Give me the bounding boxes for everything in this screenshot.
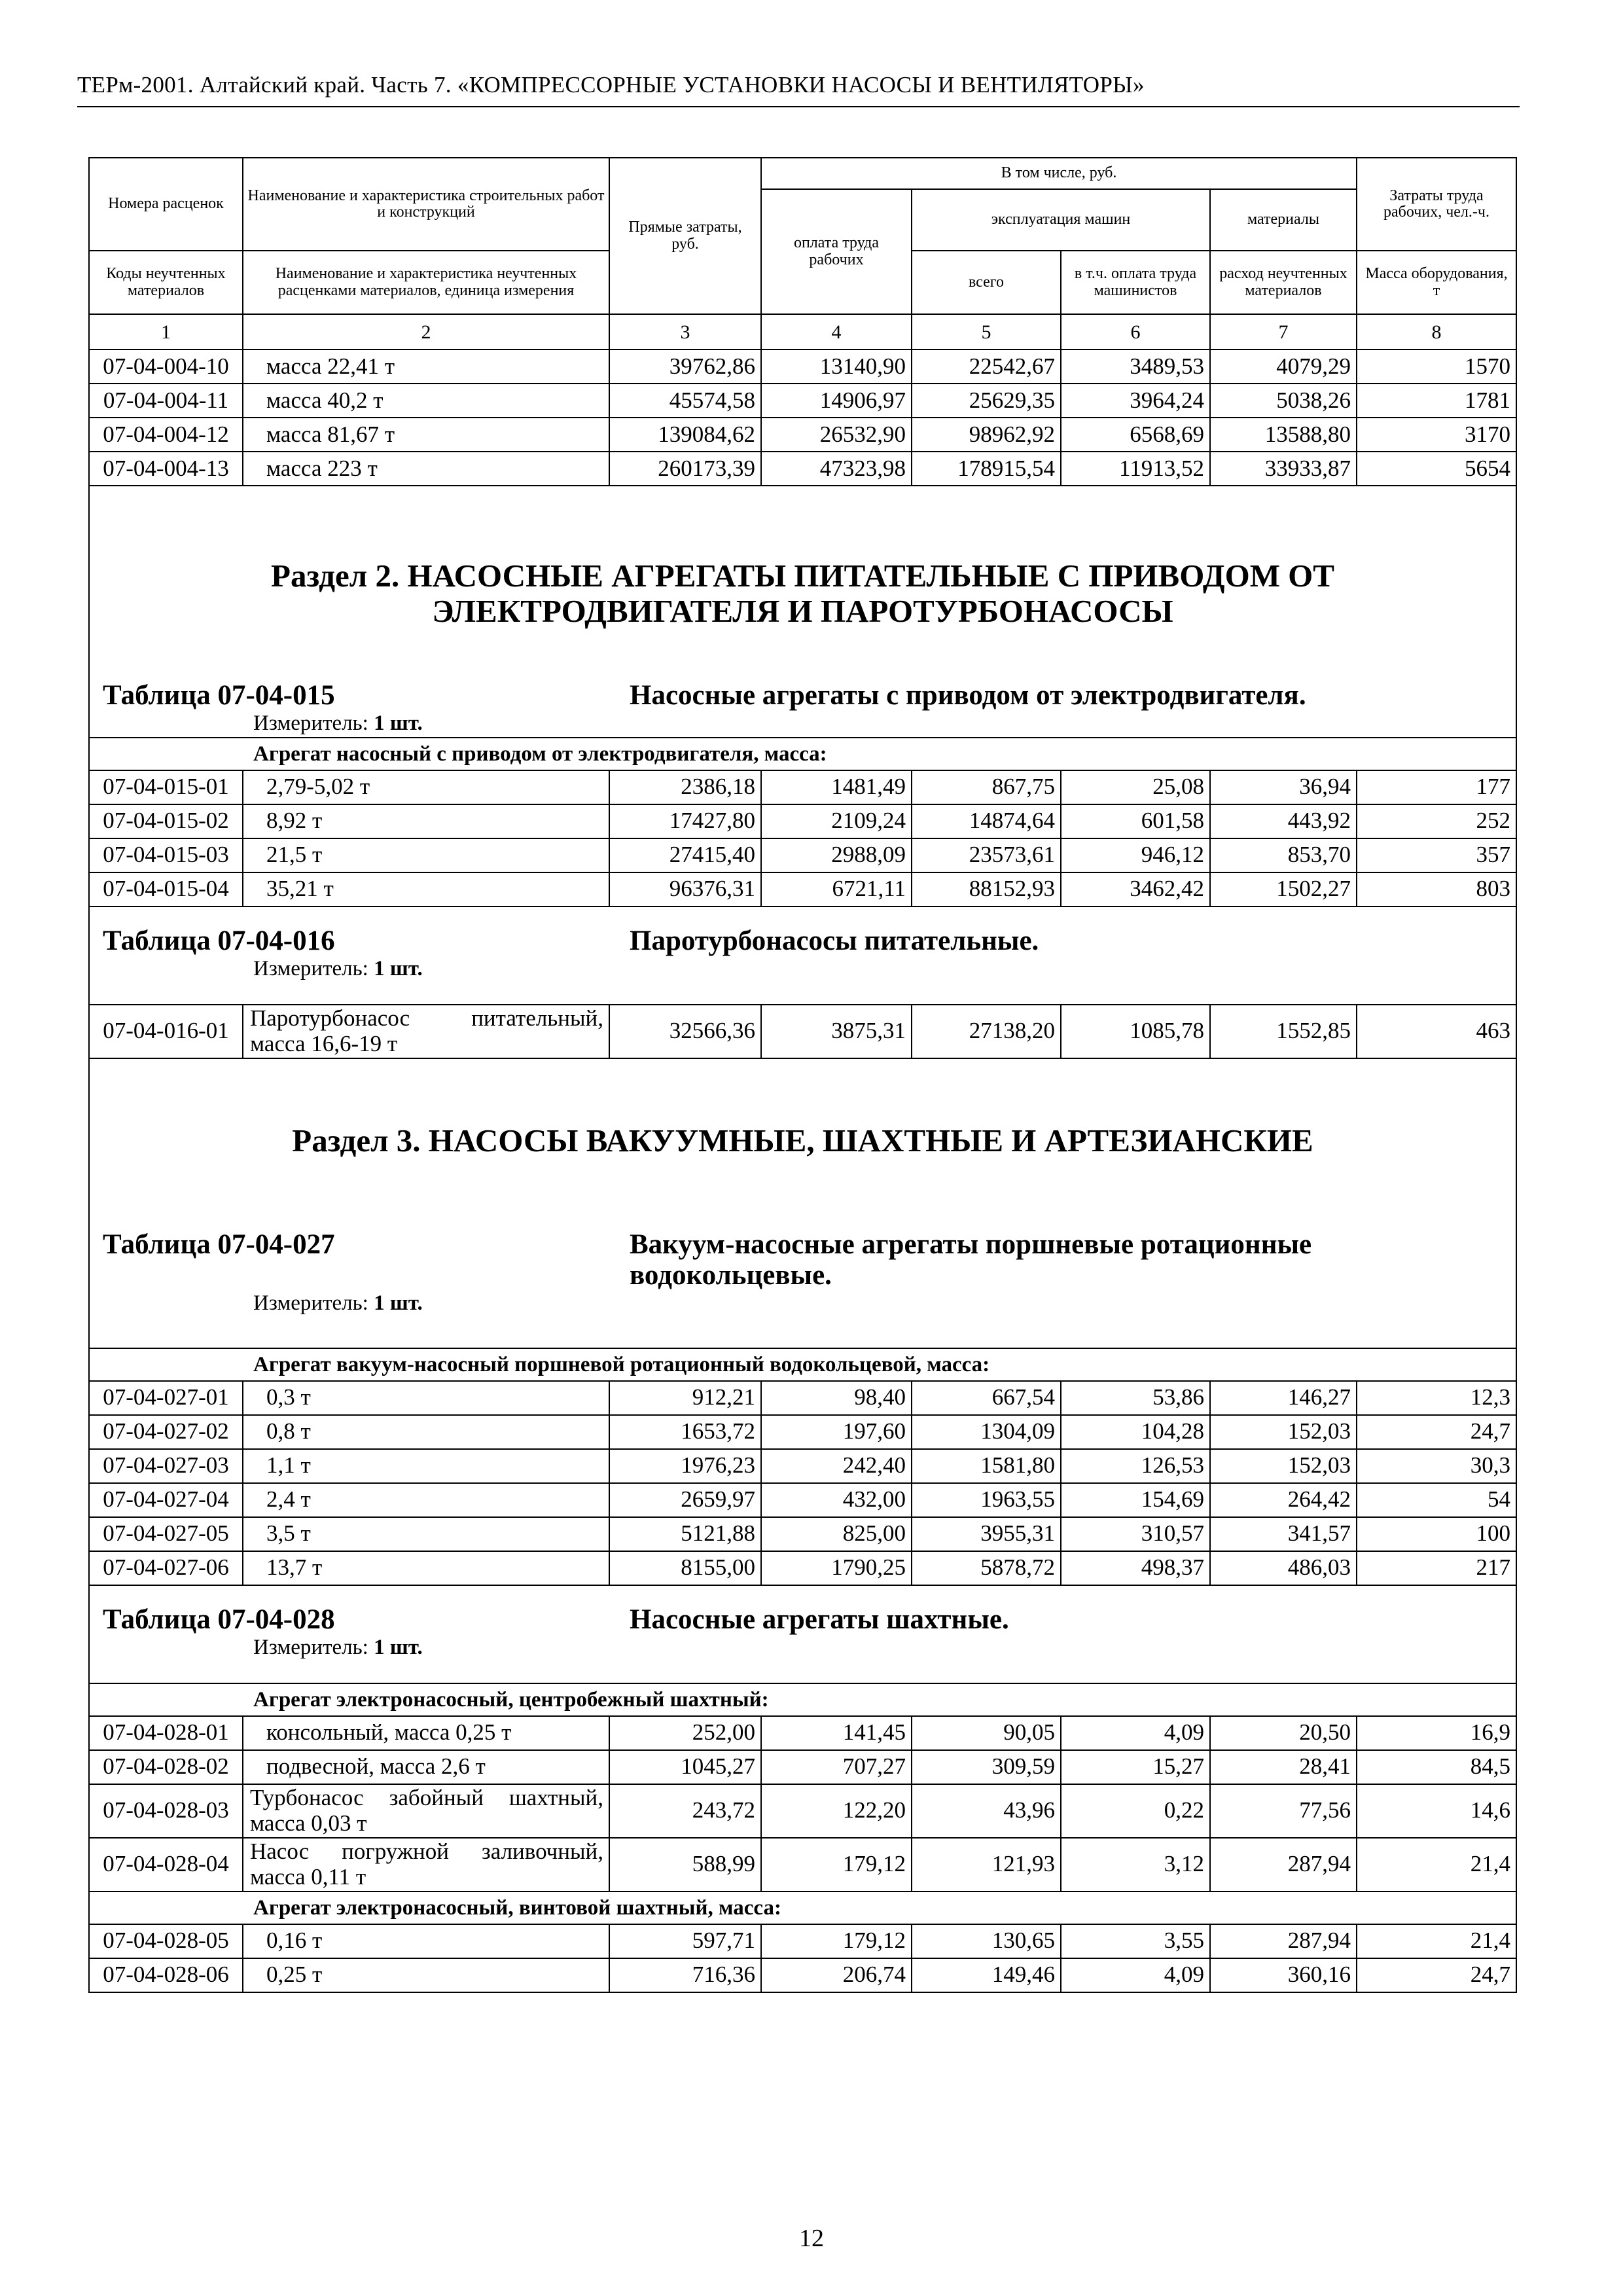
measure-value: 1 шт. bbox=[374, 1291, 423, 1316]
rate-name: масса 40,2 т bbox=[243, 384, 609, 418]
worker-pay-value: 432,00 bbox=[761, 1483, 912, 1517]
group-heading-row bbox=[89, 738, 1516, 770]
rate-code: 07-04-027-02 bbox=[89, 1415, 243, 1449]
rate-code: 07-04-004-13 bbox=[89, 452, 243, 486]
table-heading bbox=[90, 907, 1516, 956]
labor-value: 24,7 bbox=[1357, 1415, 1516, 1449]
machines-total-value: 130,65 bbox=[912, 1924, 1061, 1958]
labor-value: 217 bbox=[1357, 1551, 1516, 1585]
worker-pay-value: 206,74 bbox=[761, 1958, 912, 1992]
rate-name: 1,1 т bbox=[243, 1449, 609, 1483]
rate-code: 07-04-015-04 bbox=[89, 872, 243, 906]
labor-value: 252 bbox=[1357, 804, 1516, 838]
header-equipment-mass: Масса оборудования, т bbox=[1357, 251, 1516, 314]
machinist-pay-value: 11913,52 bbox=[1061, 452, 1210, 486]
worker-pay-value: 2988,09 bbox=[761, 838, 912, 872]
section-title-line: Раздел 2. НАСОСНЫЕ АГРЕГАТЫ ПИТАТЕЛЬНЫЕ С ПРИВОДОМ ОТ bbox=[271, 558, 1334, 594]
header-machines-total: всего bbox=[912, 251, 1061, 314]
group-heading-row bbox=[89, 1892, 1516, 1924]
column-number: 6 bbox=[1061, 314, 1210, 350]
header-materials: материалы bbox=[1210, 189, 1357, 251]
worker-pay-value: 141,45 bbox=[761, 1716, 912, 1750]
rate-name: 3,5 т bbox=[243, 1517, 609, 1551]
machinist-pay-value: 3,12 bbox=[1061, 1838, 1210, 1892]
machinist-pay-value: 4,09 bbox=[1061, 1716, 1210, 1750]
column-number: 2 bbox=[243, 314, 609, 350]
machinist-pay-value: 154,69 bbox=[1061, 1483, 1210, 1517]
rate-name: Паротурбонасос питательный, масса 16,6-19 т bbox=[243, 1005, 609, 1058]
direct-costs-value: 588,99 bbox=[609, 1838, 761, 1892]
rate-name: 0,16 т bbox=[243, 1924, 609, 1958]
machinist-pay-value: 126,53 bbox=[1061, 1449, 1210, 1483]
rate-row bbox=[89, 838, 1516, 872]
rate-code: 07-04-027-04 bbox=[89, 1483, 243, 1517]
rate-row bbox=[89, 1381, 1516, 1415]
machines-total-value: 27138,20 bbox=[912, 1005, 1061, 1058]
materials-value: 853,70 bbox=[1210, 838, 1357, 872]
rate-name: 2,79-5,02 т bbox=[243, 770, 609, 804]
materials-value: 146,27 bbox=[1210, 1381, 1357, 1415]
table-016-block-cell bbox=[89, 906, 1516, 1005]
machines-total-value: 1581,80 bbox=[912, 1449, 1061, 1483]
header-work-name: Наименование и характеристика строительных работ и конструкций bbox=[243, 158, 609, 251]
page-header-title: ТЕРм-2001. Алтайский край. Часть 7. «КОМПРЕССОРНЫЕ УСТАНОВКИ НАСОСЫ И ВЕНТИЛЯТОРЫ» bbox=[77, 72, 1145, 98]
labor-value: 54 bbox=[1357, 1483, 1516, 1517]
machines-total-value: 121,93 bbox=[912, 1838, 1061, 1892]
materials-value: 287,94 bbox=[1210, 1924, 1357, 1958]
rate-row bbox=[89, 872, 1516, 906]
materials-value: 287,94 bbox=[1210, 1838, 1357, 1892]
labor-value: 1570 bbox=[1357, 350, 1516, 384]
rate-code: 07-04-028-02 bbox=[89, 1750, 243, 1784]
direct-costs-value: 597,71 bbox=[609, 1924, 761, 1958]
measure-line bbox=[90, 711, 1516, 737]
section-3-title: Раздел 3. НАСОСЫ ВАКУУМНЫЕ, ШАХТНЫЕ И АРТЕЗИАНСКИЕ bbox=[292, 1122, 1313, 1158]
rate-code: 07-04-028-03 bbox=[89, 1784, 243, 1838]
worker-pay-value: 98,40 bbox=[761, 1381, 912, 1415]
column-number: 3 bbox=[609, 314, 761, 350]
worker-pay-value: 179,12 bbox=[761, 1924, 912, 1958]
machines-total-value: 178915,54 bbox=[912, 452, 1061, 486]
worker-pay-value: 3875,31 bbox=[761, 1005, 912, 1058]
materials-value: 28,41 bbox=[1210, 1750, 1357, 1784]
direct-costs-value: 1653,72 bbox=[609, 1415, 761, 1449]
header-material-names: Наименование и характеристика неучтенных расценками материалов, единица измерения bbox=[243, 251, 609, 314]
direct-costs-value: 39762,86 bbox=[609, 350, 761, 384]
rate-row bbox=[89, 1551, 1516, 1585]
rate-name: консольный, масса 0,25 т bbox=[243, 1716, 609, 1750]
machines-total-value: 23573,61 bbox=[912, 838, 1061, 872]
materials-value: 36,94 bbox=[1210, 770, 1357, 804]
worker-pay-value: 26532,90 bbox=[761, 418, 912, 452]
rate-code: 07-04-028-04 bbox=[89, 1838, 243, 1892]
machinist-pay-value: 310,57 bbox=[1061, 1517, 1210, 1551]
section-3-block bbox=[89, 1058, 1516, 1348]
measure-line bbox=[90, 1635, 1516, 1661]
table-title: Паротурбонасосы питательные. bbox=[630, 925, 1039, 956]
worker-pay-value: 2109,24 bbox=[761, 804, 912, 838]
machinist-pay-value: 3489,53 bbox=[1061, 350, 1210, 384]
rate-row bbox=[89, 452, 1516, 486]
materials-value: 443,92 bbox=[1210, 804, 1357, 838]
labor-value: 803 bbox=[1357, 872, 1516, 906]
rate-code: 07-04-027-03 bbox=[89, 1449, 243, 1483]
machines-total-value: 1304,09 bbox=[912, 1415, 1061, 1449]
direct-costs-value: 243,72 bbox=[609, 1784, 761, 1838]
group-heading: Агрегат насосный с приводом от электродвигателя, масса: bbox=[89, 738, 1516, 770]
labor-value: 5654 bbox=[1357, 452, 1516, 486]
labor-value: 12,3 bbox=[1357, 1381, 1516, 1415]
header-including: В том числе, руб. bbox=[761, 158, 1357, 189]
group-heading: Агрегат электронасосный, винтовой шахтный, масса: bbox=[89, 1892, 1516, 1924]
rate-row bbox=[89, 1005, 1516, 1058]
direct-costs-value: 139084,62 bbox=[609, 418, 761, 452]
header-unaccounted-materials: расход неучтенных материалов bbox=[1210, 251, 1357, 314]
direct-costs-value: 252,00 bbox=[609, 1716, 761, 1750]
direct-costs-value: 17427,80 bbox=[609, 804, 761, 838]
header-machines: эксплуатация машин bbox=[912, 189, 1210, 251]
materials-value: 360,16 bbox=[1210, 1958, 1357, 1992]
group-heading-row bbox=[89, 1683, 1516, 1716]
rate-code: 07-04-028-05 bbox=[89, 1924, 243, 1958]
worker-pay-value: 1790,25 bbox=[761, 1551, 912, 1585]
machines-total-value: 98962,92 bbox=[912, 418, 1061, 452]
materials-value: 152,03 bbox=[1210, 1415, 1357, 1449]
direct-costs-value: 716,36 bbox=[609, 1958, 761, 1992]
machines-total-value: 43,96 bbox=[912, 1784, 1061, 1838]
measure-label: Измеритель: bbox=[253, 1291, 368, 1316]
table-027-heading bbox=[90, 1229, 1516, 1317]
rate-code: 07-04-004-12 bbox=[89, 418, 243, 452]
rate-row bbox=[89, 804, 1516, 838]
rate-code: 07-04-028-01 bbox=[89, 1716, 243, 1750]
labor-value: 100 bbox=[1357, 1517, 1516, 1551]
machines-total-value: 25629,35 bbox=[912, 384, 1061, 418]
direct-costs-value: 2386,18 bbox=[609, 770, 761, 804]
worker-pay-value: 707,27 bbox=[761, 1750, 912, 1784]
machines-total-value: 88152,93 bbox=[912, 872, 1061, 906]
measure-value: 1 шт. bbox=[374, 711, 423, 736]
materials-value: 33933,87 bbox=[1210, 452, 1357, 486]
materials-value: 341,57 bbox=[1210, 1517, 1357, 1551]
direct-costs-value: 27415,40 bbox=[609, 838, 761, 872]
machinist-pay-value: 15,27 bbox=[1061, 1750, 1210, 1784]
direct-costs-value: 1976,23 bbox=[609, 1449, 761, 1483]
rate-row bbox=[89, 1483, 1516, 1517]
rate-row bbox=[89, 1415, 1516, 1449]
column-numbers-row bbox=[89, 314, 1516, 350]
machinist-pay-value: 3,55 bbox=[1061, 1924, 1210, 1958]
worker-pay-value: 122,20 bbox=[761, 1784, 912, 1838]
labor-value: 3170 bbox=[1357, 418, 1516, 452]
rate-row bbox=[89, 1750, 1516, 1784]
measure-line bbox=[90, 956, 1516, 982]
table-heading bbox=[90, 680, 1516, 711]
page-number: 12 bbox=[799, 2225, 824, 2252]
rate-code: 07-04-015-01 bbox=[89, 770, 243, 804]
header-direct-costs: Прямые затраты, руб. bbox=[609, 158, 761, 314]
labor-value: 24,7 bbox=[1357, 1958, 1516, 1992]
rate-row bbox=[89, 1958, 1516, 1992]
rate-name: 8,92 т bbox=[243, 804, 609, 838]
worker-pay-value: 14906,97 bbox=[761, 384, 912, 418]
section-2-block-cell bbox=[89, 486, 1516, 738]
machinist-pay-value: 1085,78 bbox=[1061, 1005, 1210, 1058]
rate-name: 13,7 т bbox=[243, 1551, 609, 1585]
rate-row bbox=[89, 418, 1516, 452]
rate-row bbox=[89, 384, 1516, 418]
measure-line bbox=[90, 1291, 1516, 1317]
labor-value: 21,4 bbox=[1357, 1838, 1516, 1892]
table-heading bbox=[90, 1229, 1516, 1291]
materials-value: 264,42 bbox=[1210, 1483, 1357, 1517]
materials-value: 4079,29 bbox=[1210, 350, 1357, 384]
rates-table bbox=[88, 157, 1517, 1993]
worker-pay-value: 47323,98 bbox=[761, 452, 912, 486]
header-divider bbox=[77, 106, 1520, 107]
rate-code: 07-04-016-01 bbox=[89, 1005, 243, 1058]
header-labor-costs: Затраты труда рабочих, чел.-ч. bbox=[1357, 158, 1516, 251]
machinist-pay-value: 104,28 bbox=[1061, 1415, 1210, 1449]
materials-value: 486,03 bbox=[1210, 1551, 1357, 1585]
rate-row bbox=[89, 770, 1516, 804]
direct-costs-value: 32566,36 bbox=[609, 1005, 761, 1058]
rate-code: 07-04-015-02 bbox=[89, 804, 243, 838]
rate-name: подвесной, масса 2,6 т bbox=[243, 1750, 609, 1784]
worker-pay-value: 13140,90 bbox=[761, 350, 912, 384]
measure-value: 1 шт. bbox=[374, 956, 423, 980]
worker-pay-value: 197,60 bbox=[761, 1415, 912, 1449]
table-header-row bbox=[89, 158, 1516, 189]
materials-value: 13588,80 bbox=[1210, 418, 1357, 452]
machines-total-value: 14874,64 bbox=[912, 804, 1061, 838]
rate-row bbox=[89, 1838, 1516, 1892]
direct-costs-value: 8155,00 bbox=[609, 1551, 761, 1585]
direct-costs-value: 45574,58 bbox=[609, 384, 761, 418]
machines-total-value: 667,54 bbox=[912, 1381, 1061, 1415]
table-number: Таблица 07-04-016 bbox=[103, 925, 335, 956]
rate-name: 0,8 т bbox=[243, 1415, 609, 1449]
rate-name: 35,21 т bbox=[243, 872, 609, 906]
worker-pay-value: 179,12 bbox=[761, 1838, 912, 1892]
machines-total-value: 22542,67 bbox=[912, 350, 1061, 384]
direct-costs-value: 5121,88 bbox=[609, 1517, 761, 1551]
rate-code: 07-04-027-05 bbox=[89, 1517, 243, 1551]
rate-code: 07-04-027-01 bbox=[89, 1381, 243, 1415]
worker-pay-value: 6721,11 bbox=[761, 872, 912, 906]
table-title: Вакуум-насосные агрегаты поршневые ротационные водокольцевые. bbox=[630, 1229, 1312, 1291]
rate-code: 07-04-004-11 bbox=[89, 384, 243, 418]
rate-name: 0,3 т bbox=[243, 1381, 609, 1415]
labor-value: 1781 bbox=[1357, 384, 1516, 418]
rate-name: 0,25 т bbox=[243, 1958, 609, 1992]
column-number: 8 bbox=[1357, 314, 1516, 350]
machinist-pay-value: 6568,69 bbox=[1061, 418, 1210, 452]
rate-row bbox=[89, 1716, 1516, 1750]
direct-costs-value: 96376,31 bbox=[609, 872, 761, 906]
machinist-pay-value: 3964,24 bbox=[1061, 384, 1210, 418]
labor-value: 177 bbox=[1357, 770, 1516, 804]
rate-row bbox=[89, 1517, 1516, 1551]
section-title-line: ЭЛЕКТРОДВИГАТЕЛЯ И ПАРОТУРБОНАСОСЫ bbox=[432, 592, 1173, 629]
direct-costs-value: 1045,27 bbox=[609, 1750, 761, 1784]
direct-costs-value: 2659,97 bbox=[609, 1483, 761, 1517]
labor-value: 357 bbox=[1357, 838, 1516, 872]
header-material-codes: Коды неучтенных материалов bbox=[89, 251, 243, 314]
table-028-block bbox=[89, 1585, 1516, 1683]
rate-name: масса 223 т bbox=[243, 452, 609, 486]
rate-row bbox=[89, 1449, 1516, 1483]
table-heading bbox=[90, 1586, 1516, 1635]
measure-label: Измеритель: bbox=[253, 711, 368, 736]
measure-value: 1 шт. bbox=[374, 1635, 423, 1659]
worker-pay-value: 825,00 bbox=[761, 1517, 912, 1551]
machinist-pay-value: 25,08 bbox=[1061, 770, 1210, 804]
rate-name: 21,5 т bbox=[243, 838, 609, 872]
labor-value: 463 bbox=[1357, 1005, 1516, 1058]
rate-row bbox=[89, 1784, 1516, 1838]
machines-total-value: 90,05 bbox=[912, 1716, 1061, 1750]
machinist-pay-value: 601,58 bbox=[1061, 804, 1210, 838]
table-title: Насосные агрегаты с приводом от электродвигателя. bbox=[630, 679, 1306, 711]
direct-costs-value: 912,21 bbox=[609, 1381, 761, 1415]
section-2-block bbox=[89, 486, 1516, 738]
rate-code: 07-04-004-10 bbox=[89, 350, 243, 384]
worker-pay-value: 1481,49 bbox=[761, 770, 912, 804]
materials-value: 1502,27 bbox=[1210, 872, 1357, 906]
column-number: 7 bbox=[1210, 314, 1357, 350]
measure-label: Измеритель: bbox=[253, 956, 368, 980]
header-worker-pay: оплата труда рабочих bbox=[761, 189, 912, 314]
group-heading: Агрегат вакуум-насосный поршневой ротационный водокольцевой, масса: bbox=[89, 1348, 1516, 1381]
measure-label: Измеритель: bbox=[253, 1635, 368, 1659]
machines-total-value: 3955,31 bbox=[912, 1517, 1061, 1551]
labor-value: 21,4 bbox=[1357, 1924, 1516, 1958]
table-028-block-cell bbox=[89, 1585, 1516, 1683]
rate-code: 07-04-015-03 bbox=[89, 838, 243, 872]
materials-value: 20,50 bbox=[1210, 1716, 1357, 1750]
machinist-pay-value: 4,09 bbox=[1061, 1958, 1210, 1992]
rate-name: масса 22,41 т bbox=[243, 350, 609, 384]
rate-code: 07-04-027-06 bbox=[89, 1551, 243, 1585]
direct-costs-value: 260173,39 bbox=[609, 452, 761, 486]
machinist-pay-value: 498,37 bbox=[1061, 1551, 1210, 1585]
machines-total-value: 1963,55 bbox=[912, 1483, 1061, 1517]
machines-total-value: 149,46 bbox=[912, 1958, 1061, 1992]
rate-name: Турбонасос забойный шахтный, масса 0,03 т bbox=[243, 1784, 609, 1838]
table-number: Таблица 07-04-028 bbox=[103, 1604, 335, 1635]
column-number: 1 bbox=[89, 314, 243, 350]
group-heading: Агрегат электронасосный, центробежный шахтный: bbox=[89, 1683, 1516, 1716]
group-heading-row bbox=[89, 1348, 1516, 1381]
machines-total-value: 5878,72 bbox=[912, 1551, 1061, 1585]
header-rate-number: Номера расценок bbox=[89, 158, 243, 251]
rate-code: 07-04-028-06 bbox=[89, 1958, 243, 1992]
labor-value: 84,5 bbox=[1357, 1750, 1516, 1784]
rate-name: Насос погружной заливочный, масса 0,11 т bbox=[243, 1838, 609, 1892]
labor-value: 14,6 bbox=[1357, 1784, 1516, 1838]
materials-value: 77,56 bbox=[1210, 1784, 1357, 1838]
rate-name: масса 81,67 т bbox=[243, 418, 609, 452]
machines-total-value: 309,59 bbox=[912, 1750, 1061, 1784]
machines-total-value: 867,75 bbox=[912, 770, 1061, 804]
rate-row bbox=[89, 1924, 1516, 1958]
machinist-pay-value: 946,12 bbox=[1061, 838, 1210, 872]
materials-value: 152,03 bbox=[1210, 1449, 1357, 1483]
table-015-heading bbox=[90, 680, 1516, 737]
labor-value: 30,3 bbox=[1357, 1449, 1516, 1483]
materials-value: 5038,26 bbox=[1210, 384, 1357, 418]
machinist-pay-value: 3462,42 bbox=[1061, 872, 1210, 906]
column-number: 5 bbox=[912, 314, 1061, 350]
rate-name: 2,4 т bbox=[243, 1483, 609, 1517]
table-number: Таблица 07-04-027 bbox=[103, 1229, 335, 1260]
machinist-pay-value: 0,22 bbox=[1061, 1784, 1210, 1838]
table-016-block bbox=[89, 906, 1516, 1005]
worker-pay-value: 242,40 bbox=[761, 1449, 912, 1483]
section-3-block-cell bbox=[89, 1058, 1516, 1348]
machinist-pay-value: 53,86 bbox=[1061, 1381, 1210, 1415]
column-number: 4 bbox=[761, 314, 912, 350]
rate-row bbox=[89, 350, 1516, 384]
section-2-title bbox=[90, 486, 1516, 629]
table-title: Насосные агрегаты шахтные. bbox=[630, 1604, 1009, 1635]
table-number: Таблица 07-04-015 bbox=[103, 679, 335, 711]
labor-value: 16,9 bbox=[1357, 1716, 1516, 1750]
header-machinist-pay: в т.ч. оплата труда машинистов bbox=[1061, 251, 1210, 314]
materials-value: 1552,85 bbox=[1210, 1005, 1357, 1058]
